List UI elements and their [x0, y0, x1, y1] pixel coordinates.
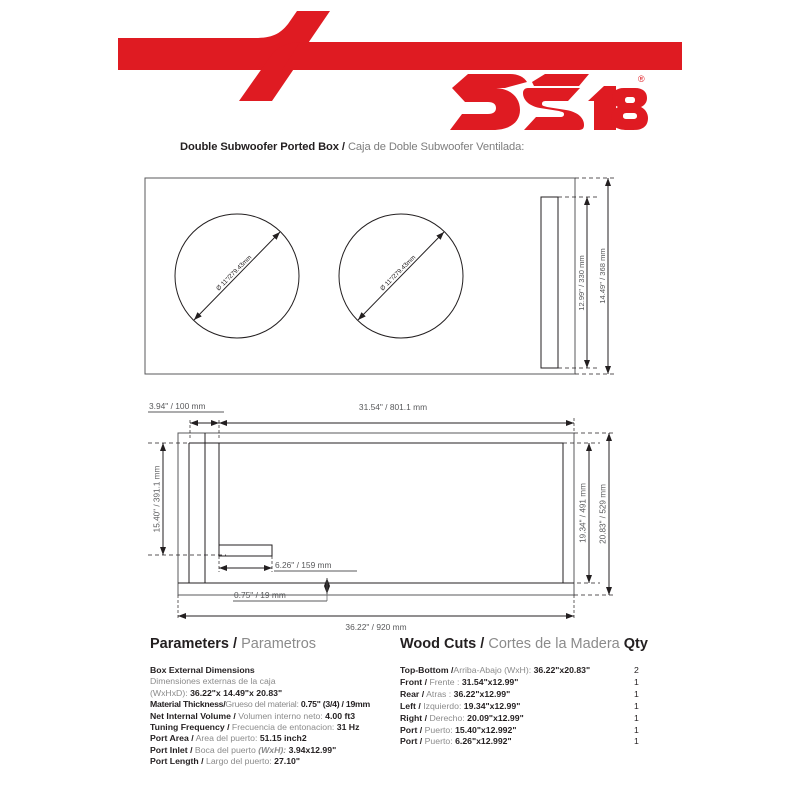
param-row-net-volume	[150, 711, 400, 722]
port-slot	[541, 197, 558, 368]
wood-cut-value: 6.26"x12.992"	[455, 736, 512, 747]
param-value: 3.94x12.99"	[288, 744, 337, 755]
wood-cut-separator: /	[424, 676, 428, 687]
wood-cuts-heading-en: Wood Cuts	[400, 636, 477, 652]
wood-cut-label-es: Frente :	[429, 676, 460, 687]
wood-cut-label-es: Arriba-Abajo (WxH):	[453, 665, 532, 675]
wood-cut-value: 31.54"x12.99"	[461, 676, 519, 687]
wood-cut-row	[400, 689, 650, 701]
wood-cut-value: 15.40"x12.992"	[455, 724, 517, 735]
param-value: 27.10"	[274, 756, 300, 767]
wood-cut-value: 36.22"x12.99"	[453, 688, 511, 699]
page-title-separator: /	[341, 141, 345, 153]
wood-cut-separator: /	[424, 712, 428, 723]
page-title-es: Caja de Doble Subwoofer Ventilada:	[347, 141, 525, 153]
wood-cut-label-es: Puerto:	[424, 724, 453, 735]
wood-cuts-column	[400, 636, 650, 748]
parameters-heading	[150, 636, 400, 652]
section-internal-depth-label: 19.34" / 491 mm	[578, 483, 588, 543]
driver-cutout-left-label: Ø 11"/279.43mm	[215, 254, 254, 293]
param-row-port-inlet	[150, 745, 400, 756]
wood-cut-row	[400, 736, 650, 748]
param-separator: /	[223, 699, 226, 710]
param-separator: /	[233, 710, 236, 721]
param-label-en: Port Length	[150, 756, 199, 767]
wood-cut-separator: /	[421, 688, 425, 699]
wood-cut-label-es: Puerto:	[424, 736, 453, 747]
param-row-box-dimensions-value	[150, 688, 400, 699]
param-label-es: Grueso del material:	[225, 699, 299, 710]
wood-cut-value: 19.34"x12.99"	[463, 700, 521, 711]
wood-cuts-list	[400, 665, 650, 748]
param-row-box-dimensions-es	[150, 676, 400, 687]
section-port-bend-length-label: 6.26" / 159 mm	[275, 560, 332, 570]
wood-cut-label-es: Izquierdo:	[423, 700, 462, 711]
param-row-material-thickness	[150, 699, 400, 710]
param-label-es: Dimensiones externas de la caja	[150, 676, 276, 687]
param-sub-label: (WxHxD):	[150, 687, 188, 698]
wood-cut-qty: 1	[634, 712, 639, 723]
cross-section-drawing	[148, 401, 614, 632]
param-value: 51.15 inch2	[259, 733, 307, 744]
wood-cut-row	[400, 677, 650, 689]
wood-cut-qty: 1	[634, 676, 639, 687]
front-view-box-height-label: 14.49" / 368 mm	[598, 248, 607, 304]
wood-cut-qty: 2	[634, 665, 639, 675]
wood-cut-label-en: Port	[400, 724, 418, 735]
param-separator: /	[191, 733, 194, 744]
param-value: 31 Hz	[336, 722, 360, 733]
wood-cuts-heading-qty: Qty	[623, 636, 648, 652]
parameters-heading-en: Parameters	[150, 636, 229, 652]
page-title-en: Double Subwoofer Ported Box	[180, 141, 339, 153]
parameters-heading-separator: /	[233, 636, 238, 652]
wood-cut-label-en: Top-Bottom	[400, 665, 449, 675]
section-material-thickness-label: 0.75" / 19 mm	[234, 590, 286, 600]
param-sub-label: (WxH):	[258, 744, 287, 755]
wood-cut-label-en: Left	[400, 700, 416, 711]
front-view-port-height-label: 12.99" / 330 mm	[577, 255, 586, 311]
wood-cut-qty: 1	[634, 724, 639, 735]
wood-cut-qty: 1	[634, 736, 639, 747]
param-label-es: Boca del puerto	[194, 744, 256, 755]
port-elbow	[219, 545, 272, 556]
wood-cut-value: 20.09"x12.99"	[467, 712, 524, 723]
wood-cut-row	[400, 665, 650, 677]
param-label-es: Area del puerto:	[195, 733, 258, 744]
param-label-en: Box External Dimensions	[150, 665, 255, 675]
param-value: 36.22"x 14.49"x 20.83"	[190, 687, 283, 698]
wood-cuts-heading-es: Cortes de la Madera	[488, 636, 620, 652]
wood-cut-row	[400, 701, 650, 713]
param-separator: /	[201, 756, 204, 767]
param-label-en: Port Inlet	[150, 744, 188, 755]
param-row-tuning-frequency	[150, 722, 400, 733]
param-row-port-area	[150, 733, 400, 744]
param-label-en: Port Area	[150, 733, 189, 744]
wood-cut-label-es: Atras :	[426, 688, 452, 699]
section-port-inlet-width-label: 3.94" / 100 mm	[149, 401, 206, 411]
param-value: 0.75" (3/4) / 19mm	[300, 699, 370, 710]
param-label-es: Volumen interno neto:	[238, 710, 323, 721]
section-internal-length-label: 31.54" / 801.1 mm	[358, 402, 428, 412]
wood-cuts-heading-separator: /	[480, 636, 485, 652]
section-external-width-label: 36.22" / 920 mm	[345, 622, 407, 632]
param-label-es: Largo del puerto:	[206, 756, 272, 767]
wood-cut-separator: /	[451, 665, 454, 675]
section-internal-height-label: 15.40" / 391.1 mm	[152, 465, 162, 533]
registered-mark: ®	[638, 74, 645, 84]
wood-cut-label-en: Front	[400, 676, 423, 687]
section-external-depth-label: 20.83" / 529 mm	[598, 484, 608, 544]
wood-cut-label-en: Right	[400, 712, 423, 723]
parameters-list	[150, 665, 400, 768]
param-label-es: Frecuencia de entonacion:	[231, 722, 335, 733]
param-row-box-dimensions-en	[150, 665, 400, 676]
parameters-heading-es: Parametros	[241, 636, 317, 652]
front-view-drawing	[145, 178, 615, 374]
wood-cut-qty: 1	[634, 688, 639, 699]
wood-cut-separator: /	[419, 736, 423, 747]
parameters-column	[150, 636, 400, 768]
wood-cut-separator: /	[419, 724, 423, 735]
wood-cut-label-en: Port	[400, 736, 418, 747]
wood-cut-row	[400, 713, 650, 725]
wood-cut-label-es: Derecho:	[429, 712, 465, 723]
driver-cutout-right-label: Ø 11"/279.43mm	[379, 254, 418, 293]
param-separator: /	[190, 744, 193, 755]
wood-cut-separator: /	[418, 700, 421, 711]
wood-cuts-heading	[400, 636, 650, 652]
wood-cut-value: 36.22"x20.83"	[533, 665, 591, 675]
wood-cut-row	[400, 725, 650, 737]
param-label-en: Tuning Frequency	[150, 722, 225, 733]
param-row-port-length	[150, 756, 400, 767]
param-label-en: Material Thickness	[150, 699, 224, 710]
param-label-en: Net Internal Volume	[150, 710, 231, 721]
param-value: 4.00 ft3	[325, 710, 356, 721]
param-separator: /	[227, 722, 230, 733]
wood-cut-qty: 1	[634, 700, 639, 711]
specifications-area	[0, 636, 800, 800]
wood-cut-label-en: Rear	[400, 688, 420, 699]
